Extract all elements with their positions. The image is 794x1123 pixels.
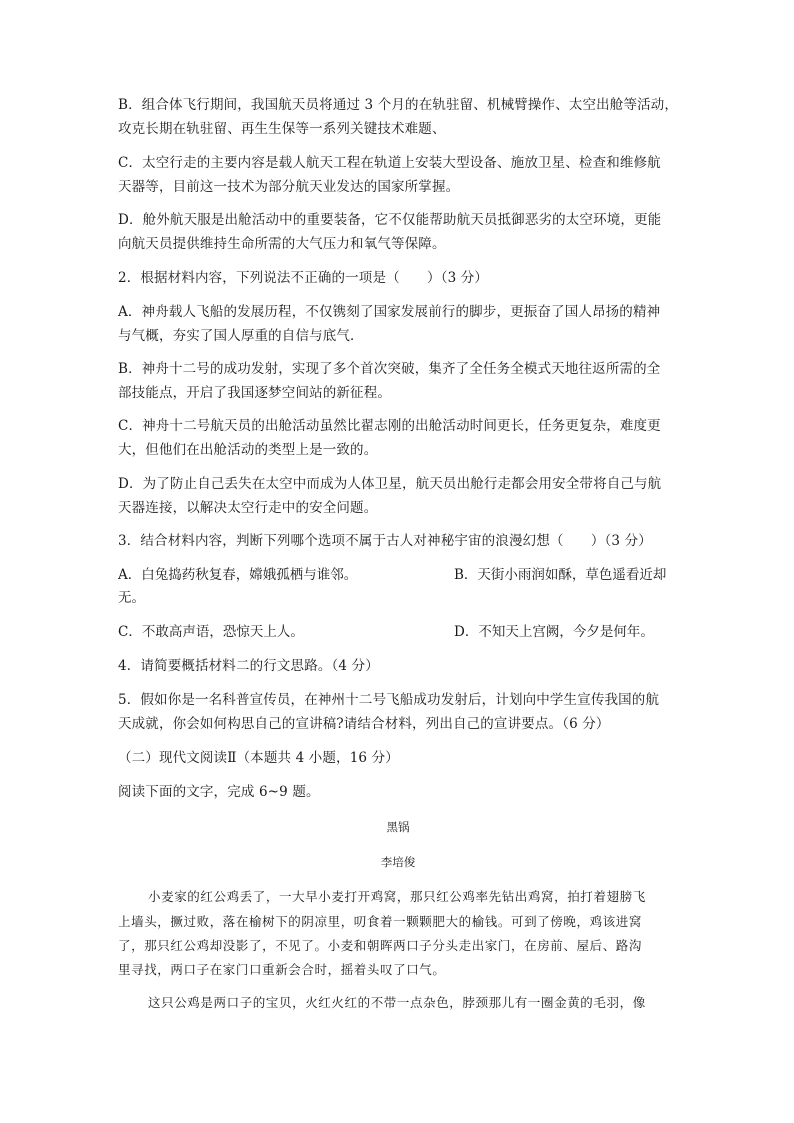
section-heading: （二）现代文阅读Ⅱ（本题共 4 小题，16 分）: [118, 750, 399, 766]
q2-option-b-line1: B．神舟十二号的成功发射，实现了多个首次突破，集齐了全任务全模式天地往返所需的全: [118, 361, 661, 377]
q3-option-b: B．天街小雨润如酥，草色遥看近却: [454, 567, 667, 583]
option-d-line2: 向航天员提供维持生命所需的大气压力和氧气等保障。: [118, 236, 446, 252]
q2-option-d-line2: 天器连接，以解决太空行走中的安全问题。: [118, 500, 378, 516]
q3-option-b-cont: 无。: [118, 590, 145, 606]
question-4-stem: 4．请简要概括材料二的行文思路。（4 分）: [118, 658, 379, 674]
option-b-line2: 攻克长期在轨驻留、再生生保等一系列关键技术难题、: [118, 121, 446, 137]
option-c-line2: 天器等，目前这一技术为部分航天业发达的国家所掌握。: [118, 179, 460, 195]
q3-option-c: C．不敢高声语，恐惊天上人。: [118, 624, 304, 640]
section-instruction: 阅读下面的文字，完成 6~9 题。: [118, 784, 320, 800]
q2-option-c-line1: C．神舟十二号航天员的出舱活动虽然比翟志刚的出舱活动时间更长，任务更复杂，难度更: [118, 418, 661, 434]
story-paragraph-1-line2: 上墙头，撅过败，落在榆树下的阴凉里，叨食着一颗颗肥大的榆钱。可到了傍晚，鸡该进窝: [118, 914, 643, 929]
q2-option-d-line1: D．为了防止自己丢失在太空中而成为人体卫星，航天员出舱行走都会用安全带将自己与航: [118, 476, 662, 492]
option-c-line1: C．太空行走的主要内容是载人航天工程在轨道上安装大型设备、施放卫星、检查和维修航: [118, 155, 661, 171]
story-author: 李培俊: [380, 855, 416, 869]
option-d-line1: D．舱外航天服是出舱活动中的重要装备，它不仅能帮助航天员抵御恶劣的太空环境，更能: [118, 212, 662, 228]
question-2-stem: 2．根据材料内容，下列说法不正确的一项是（ ）（3 分）: [118, 270, 489, 286]
story-paragraph-1-line4: 里寻找，两口子在家门口重新会合时，摇着头叹了口气。: [118, 962, 446, 977]
q3-option-a: A．白兔捣药秋复春，嫦娥孤栖与谁邻。: [118, 567, 358, 583]
q2-option-b-line2: 部技能点，开启了我国逐梦空间站的新征程。: [118, 385, 391, 401]
story-paragraph-2-line1: 这只公鸡是两口子的宝贝，火红火红的不带一点杂色，脖颈那儿有一圈金黄的毛羽，像: [148, 995, 646, 1010]
option-b-line1: B．组合体飞行期间，我国航天员将通过 3 个月的在轨驻留、机械臂操作、太空出舱等活动，: [118, 97, 679, 113]
story-title: 黑锅: [386, 820, 410, 834]
q2-option-a-line2: 与气概，夯实了国人厚重的自信与底气．: [118, 328, 364, 344]
q2-option-c-line2: 大，但他们在出舱活动的类型上是一致的。: [118, 442, 378, 458]
story-paragraph-1-line3: 了，那只红公鸡却没影了，不见了。小麦和朝晖两口子分头走出家门，在房前、屋后、路沟: [118, 938, 643, 953]
q3-option-d: D．不知天上宫阙，今夕是何年。: [454, 624, 654, 640]
question-3-stem: 3．结合材料内容，判断下列哪个选项不属于古人对神秘宇宙的浪漫幻想（ ）（3 分）: [118, 533, 652, 549]
question-5-line2: 天成就，你会如何构思自己的宣讲稿?请结合材料，列出自己的宣讲要点。（6 分）: [118, 716, 610, 732]
story-paragraph-1-line1: 小麦家的红公鸡丢了，一大早小麦打开鸡窝，那只红公鸡率先钻出鸡窝，拍打着翅膀飞: [148, 889, 646, 904]
question-5-line1: 5．假如你是一名科普宣传员，在神州十二号飞船成功发射后，计划向中学生宣传我国的航: [118, 692, 660, 708]
q2-option-a-line1: A．神舟载人飞船的发展历程，不仅镌刻了国家发展前行的脚步，更振奋了国人昂扬的精神: [118, 304, 661, 320]
